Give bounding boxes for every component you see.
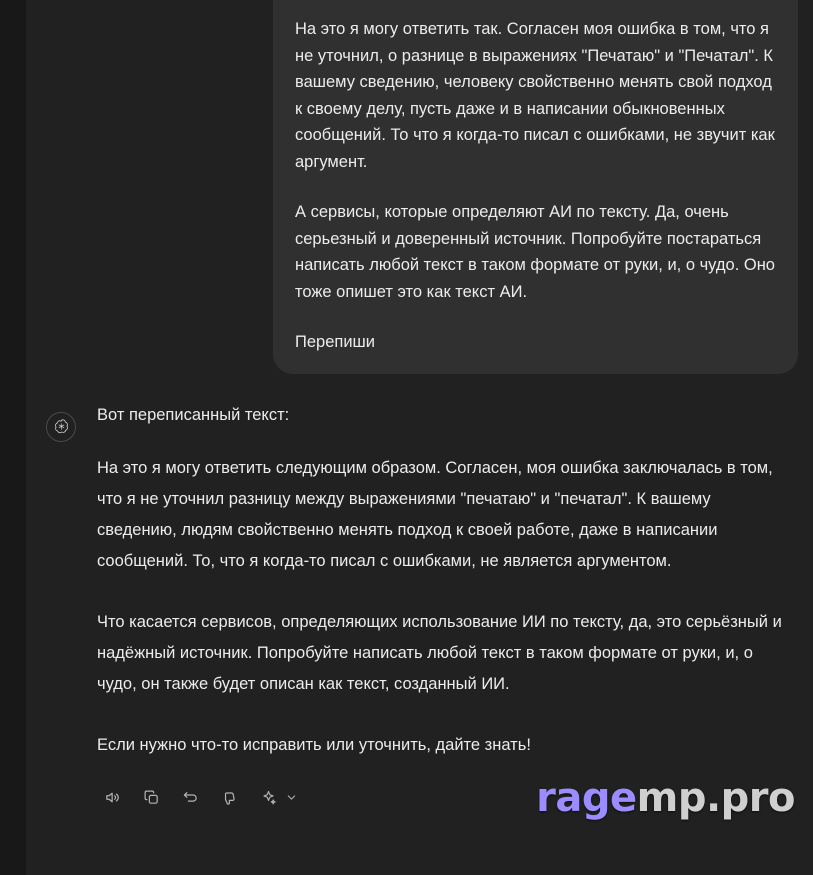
assistant-message-row [26,374,813,813]
sidebar-rail[interactable] [0,0,26,875]
user-paragraph-3: Перепиши [295,333,375,351]
read-aloud-button[interactable] [97,783,127,813]
thumbs-down-icon [221,789,238,806]
watermark-prefix: rage [536,775,637,821]
copy-icon [143,789,160,806]
user-message-row [26,0,813,374]
speaker-icon [104,789,121,806]
assistant-intro: Вот переписанный текст: [97,405,290,424]
switch-model-button[interactable] [253,783,300,813]
copy-button[interactable] [136,783,166,813]
assistant-paragraph-3: Если нужно что-то исправить или уточнить, дайте знать! [97,735,531,754]
watermark-suffix: mp.pro [636,775,795,821]
dislike-button[interactable] [214,783,244,813]
assistant-message-body [97,400,783,813]
assistant-paragraph-2: Что касается сервисов, определяющих использование ИИ по тексту, да, это серьёзный и надёжный источник. Попробуйте написать любой текст в таком формате от руки, и, о чудо, он также будет описан как текст, созданный ИИ. [97,612,782,693]
openai-logo-icon [46,412,76,442]
refresh-icon [182,789,199,806]
message-action-bar [97,783,783,813]
user-paragraph-2: А сервисы, которые определяют АИ по тексту. Да, очень серьезный и доверенный источник. Попробуйте постараться написать любой текст в таком формате от руки, и, о чудо. Оно тоже опишет это как текст АИ. [295,203,775,301]
assistant-paragraph-1: На это я могу ответить следующим образом. Согласен, моя ошибка заключалась в том, что я не уточнил разницу между выражениями "печатаю" и "печатал". К вашему сведению, людям свойственно менять подход к своей работе, даже в написании сообщений. То, что я когда-то писал с ошибками, не является аргументом. [97,458,773,570]
conversation-area [26,0,813,875]
regenerate-button[interactable] [175,783,205,813]
sparkle-icon [253,783,283,813]
chevron-down-icon [284,783,298,813]
user-message-bubble[interactable] [273,0,798,374]
user-paragraph-1: На это я могу ответить так. Согласен моя ошибка в том, что я не уточнил, о разнице в выражениях "Печатаю" и "Печатал". К вашему сведению, человеку свойственно менять свой подход к своему делу, пусть даже и в написании обыкновенных сообщений. То что я когда-то писал с ошибками, не звучит как аргумент. [295,20,775,171]
